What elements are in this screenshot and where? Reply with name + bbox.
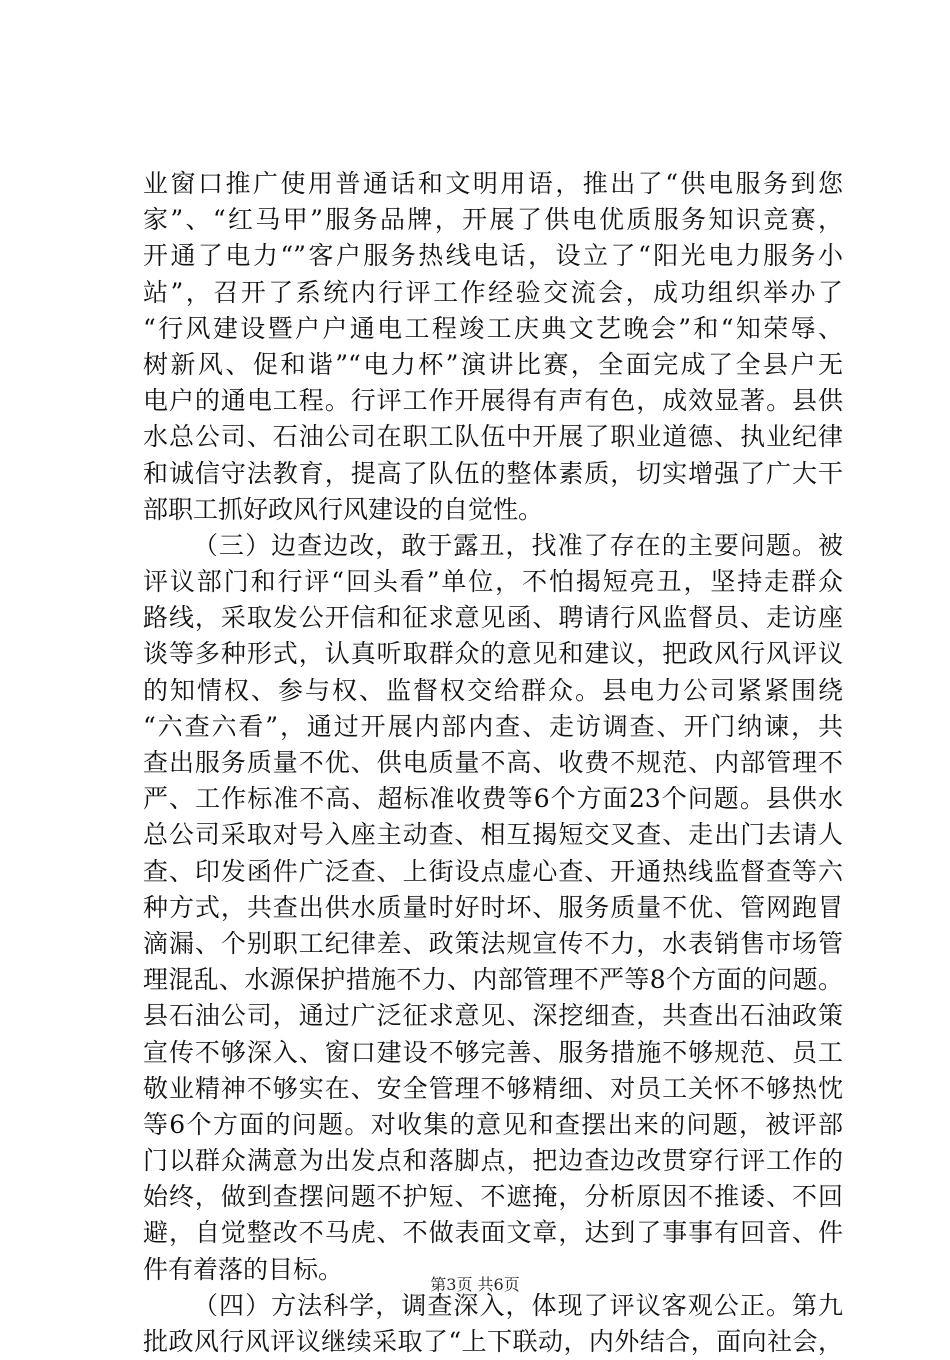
text-line: 种方式，共查出供水质量时好时坏、服务质量不优、管网跑冒 [143, 892, 843, 922]
text-line: 树新风、促和谐”“电力杯”演讲比赛，全面完成了全县户无 [143, 349, 843, 379]
text-line: 查、印发函件广泛查、上街设点虚心查、开通热线监督查等六 [143, 856, 843, 886]
text-line: 总公司采取对号入座主动查、相互揭短交叉查、走出门去请人 [143, 820, 843, 850]
text-line: 业窗口推广使用普通话和文明用语，推出了“供电服务到您 [143, 169, 843, 198]
text-line: 等6个方面的问题。对收集的意见和查摆出来的问题，被评部 [143, 1109, 843, 1139]
page-footer: 第3页 共6页 [430, 1275, 520, 1294]
text-line: 理混乱、水源保护措施不力、内部管理不严等8个方面的问题。 [143, 965, 843, 995]
text-line: 严、工作标准不高、超标准收费等6个方面23个问题。县供水 [143, 784, 843, 814]
text-line: 敬业精神不够实在、安全管理不够精细、对员工关怀不够热忱 [143, 1073, 843, 1103]
text-line: 件有着落的目标。 [143, 1254, 344, 1284]
text-line: 批政风行风评议继续采取了“上下联动，内外结合，面向社会， [143, 1327, 843, 1356]
text-line: 站”，召开了系统内行评工作经验交流会，成功组织举办了 [143, 277, 843, 307]
text-line: 部职工抓好政风行风建设的自觉性。 [143, 494, 544, 524]
text-line: 门以群众满意为出发点和落脚点，把边查边改贯穿行评工作的 [143, 1146, 843, 1176]
text-line: 和诚信守法教育，提高了队伍的整体素质，切实增强了广大干 [143, 458, 843, 488]
text-line: “行风建设暨户户通电工程竣工庆典文艺晚会”和“知荣辱、 [143, 313, 843, 343]
section-heading-line: （三）边查边改，敢于露丑，找准了存在的主要问题。被 [193, 530, 843, 560]
text-line: “六查六看”，通过开展内部内查、走访调查、开门纳谏，共 [143, 711, 843, 741]
text-line: 查出服务质量不优、供电质量不高、收费不规范、内部管理不 [143, 748, 843, 777]
text-line: 谈等多种形式，认真听取群众的意见和建议，把政风行风评议 [143, 639, 843, 669]
text-line: 开通了电力“”客户服务热线电话，设立了“阳光电力服务小 [143, 241, 843, 271]
text-line: 滴漏、个别职工纪律差、政策法规宣传不力，水表销售市场管 [143, 928, 843, 958]
text-line: 路线，采取发公开信和征求意见函、聘请行风监督员、走访座 [143, 603, 843, 633]
text-line: 的知情权、参与权、监督权交给群众。县电力公司紧紧围绕 [143, 675, 843, 705]
text-line: 家”、“红马甲”服务品牌，开展了供电优质服务知识竞赛， [143, 205, 843, 235]
text-line: 宣传不够深入、窗口建设不够完善、服务措施不够规范、员工 [143, 1037, 843, 1067]
text-line: 始终，做到查摆问题不护短、不遮掩，分析原因不推诿、不回 [143, 1182, 843, 1212]
section-heading-line: （四）方法科学，调查深入，体现了评议客观公正。第九 [193, 1290, 843, 1320]
body-text [143, 166, 843, 1360]
text-line: 电户的通电工程。行评工作开展得有声有色，成效显著。县供 [143, 386, 843, 416]
text-line: 水总公司、石油公司在职工队伍中开展了职业道德、执业纪律 [143, 422, 843, 452]
text-line: 评议部门和行评“回头看”单位，不怕揭短亮丑，坚持走群众 [143, 567, 843, 597]
text-line: 避，自觉整改不马虎、不做表面文章，达到了事事有回音、件 [143, 1218, 843, 1248]
text-line: 县石油公司，通过广泛征求意见、深挖细查，共查出石油政策 [143, 1001, 843, 1031]
